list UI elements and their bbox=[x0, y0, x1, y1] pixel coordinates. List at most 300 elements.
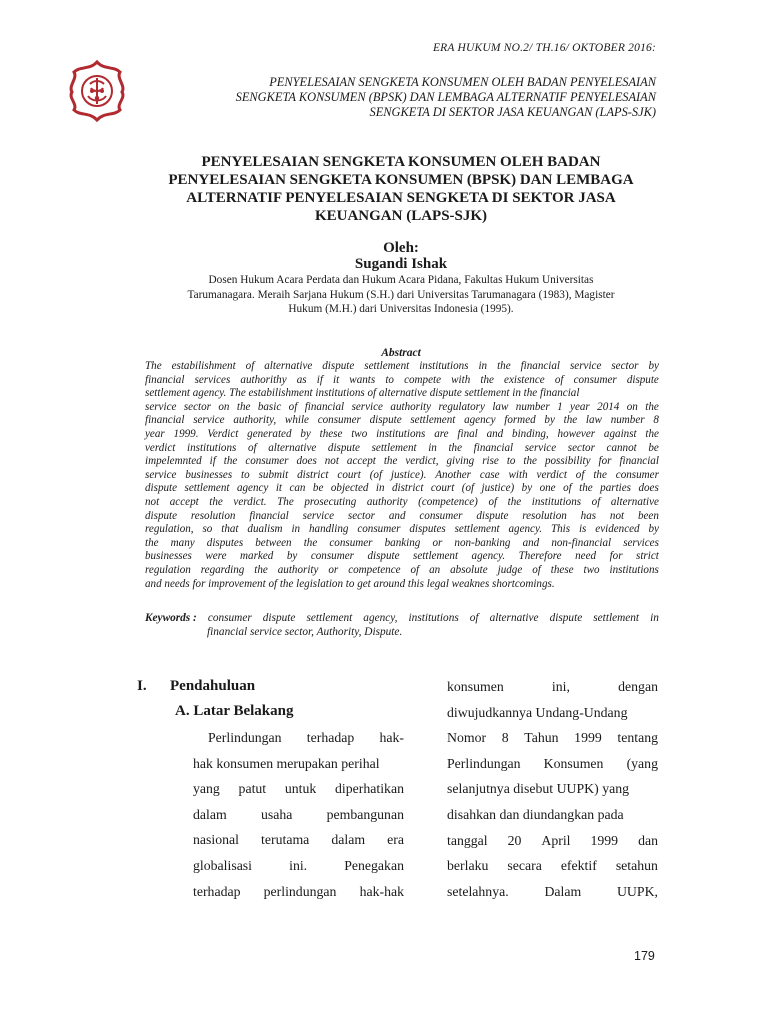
word: that bbox=[221, 523, 239, 536]
word: in bbox=[650, 612, 659, 624]
word: Nomor bbox=[447, 730, 487, 746]
word: regarding bbox=[200, 563, 245, 576]
word: financial bbox=[304, 400, 345, 413]
word: the bbox=[303, 536, 318, 549]
word: as bbox=[296, 373, 307, 386]
word: institutions bbox=[187, 441, 237, 454]
word: final bbox=[457, 427, 478, 440]
word: (competence) bbox=[418, 495, 478, 508]
word: agency. bbox=[508, 523, 543, 536]
word: against bbox=[603, 427, 637, 440]
body-text-line bbox=[447, 776, 658, 802]
word: untuk bbox=[284, 781, 317, 797]
word: the bbox=[593, 468, 607, 481]
abstract-line bbox=[145, 401, 659, 415]
subsection-title: A. Latar Belakang bbox=[175, 703, 294, 719]
word: case bbox=[479, 468, 500, 481]
word: dispute bbox=[145, 482, 178, 495]
word: is bbox=[578, 523, 587, 536]
word: patut bbox=[238, 781, 267, 797]
word: can bbox=[289, 482, 306, 495]
word: diwujudkannya Undang-Undang bbox=[447, 704, 628, 720]
university-seal-icon bbox=[64, 58, 130, 124]
word: non-financial bbox=[551, 536, 612, 549]
word: it bbox=[275, 482, 282, 495]
abstract-line bbox=[145, 374, 659, 388]
word: dispute bbox=[327, 441, 360, 454]
word: the bbox=[523, 455, 537, 468]
word: of bbox=[247, 441, 257, 454]
word: financial bbox=[619, 455, 659, 468]
author-name: Sugandi Ishak bbox=[354, 256, 448, 272]
body-text-line bbox=[193, 725, 404, 751]
paper-title bbox=[145, 153, 657, 225]
word: for bbox=[598, 455, 612, 468]
word: the bbox=[563, 414, 578, 427]
body-text-line bbox=[447, 802, 658, 828]
word: dispute bbox=[369, 414, 402, 427]
word: by bbox=[521, 482, 533, 495]
word: of bbox=[575, 468, 585, 481]
by-label: Oleh: bbox=[383, 240, 419, 256]
word: institutions bbox=[408, 612, 459, 624]
word: diperhatikan bbox=[335, 781, 404, 797]
word: 8 bbox=[653, 414, 659, 427]
word: many bbox=[170, 536, 195, 549]
word: terhadap bbox=[193, 883, 241, 899]
body-text-line bbox=[193, 827, 404, 853]
word: service bbox=[302, 509, 335, 522]
abstract-line bbox=[145, 496, 659, 510]
word: This bbox=[550, 523, 571, 536]
word: terutama bbox=[261, 832, 310, 848]
word: the bbox=[579, 482, 593, 495]
word: consumer bbox=[357, 523, 401, 536]
word: settlement bbox=[364, 360, 410, 372]
word: with bbox=[508, 468, 528, 481]
body-text-line bbox=[447, 700, 658, 726]
word: dispute bbox=[626, 373, 659, 386]
word: dispute bbox=[322, 360, 355, 372]
word: the bbox=[645, 400, 659, 413]
word: dalam bbox=[193, 806, 227, 822]
word: era bbox=[387, 832, 404, 848]
word: were bbox=[205, 550, 227, 563]
word: Another bbox=[435, 468, 471, 481]
abstract-line bbox=[145, 469, 659, 483]
word: by bbox=[648, 360, 659, 372]
word: dengan bbox=[618, 679, 658, 694]
word: service bbox=[569, 360, 602, 372]
word: dispute bbox=[145, 509, 178, 522]
word: in bbox=[291, 523, 301, 536]
word: consumer bbox=[329, 536, 373, 549]
word: (of bbox=[461, 482, 475, 495]
word: rise bbox=[482, 455, 499, 468]
word: between bbox=[255, 536, 292, 549]
word: the bbox=[480, 373, 494, 386]
word: parties bbox=[600, 482, 631, 495]
word: alternative bbox=[268, 441, 317, 454]
word: Konsumen bbox=[543, 755, 604, 771]
word: April bbox=[541, 832, 571, 848]
word: service bbox=[145, 400, 177, 413]
word: settlement bbox=[410, 414, 456, 427]
affiliation-line: Hukum (M.H.) dari Universitas Indonesia (1995). bbox=[288, 303, 514, 315]
word: settlement bbox=[413, 550, 459, 563]
word: consumer bbox=[245, 455, 289, 468]
word: pembangunan bbox=[326, 806, 404, 822]
word: ini, bbox=[551, 679, 570, 694]
word: accept bbox=[169, 495, 199, 508]
word: Penegakan bbox=[344, 857, 404, 873]
word: resolution bbox=[522, 509, 567, 522]
abstract-line bbox=[145, 578, 659, 592]
word: for bbox=[609, 550, 623, 563]
word: authorithy bbox=[240, 373, 287, 386]
word: agency bbox=[464, 414, 496, 427]
word: authority bbox=[390, 400, 432, 413]
word: the bbox=[497, 360, 511, 372]
word: cannot bbox=[606, 441, 637, 454]
word: yang bbox=[193, 781, 220, 797]
word: 1999 bbox=[590, 832, 619, 848]
word: year bbox=[570, 400, 590, 413]
word: setelahnya. bbox=[447, 883, 509, 899]
word: secara bbox=[507, 858, 542, 874]
word: to bbox=[506, 455, 516, 468]
word: formed bbox=[504, 414, 536, 427]
word: with bbox=[451, 373, 471, 386]
word: financial bbox=[145, 373, 185, 386]
word: nasional bbox=[193, 832, 239, 848]
running-header bbox=[136, 75, 656, 120]
body-text-line bbox=[447, 751, 658, 777]
body-text-line bbox=[193, 751, 404, 777]
page-number: 179 bbox=[634, 949, 655, 963]
word: in bbox=[375, 482, 385, 495]
word: 8 bbox=[501, 730, 509, 746]
abstract-line bbox=[145, 360, 659, 374]
running-header-line: SENGKETA KONSUMEN (BPSK) DAN LEMBAGA ALTERNATIF PENYELESAIAN bbox=[235, 90, 656, 104]
word: financial bbox=[249, 509, 289, 522]
word: so bbox=[202, 523, 213, 536]
abstract-line bbox=[145, 442, 659, 456]
word: if bbox=[209, 455, 216, 468]
word: agency, bbox=[363, 612, 398, 624]
word: institutions bbox=[376, 427, 426, 440]
word: Dalam bbox=[544, 883, 582, 899]
word: district bbox=[391, 482, 424, 495]
word: an bbox=[429, 563, 441, 576]
running-header-line: SENGKETA DI SEKTOR JASA KEUANGAN (LAPS-SJK) bbox=[369, 105, 656, 119]
body-text-line bbox=[447, 879, 658, 905]
word: regulatory bbox=[438, 400, 485, 413]
word: hak- bbox=[379, 730, 404, 745]
word: by bbox=[648, 523, 659, 536]
word: one bbox=[539, 482, 556, 495]
word: globalisasi bbox=[193, 857, 253, 873]
word: while bbox=[284, 414, 309, 427]
word: absolute bbox=[450, 563, 488, 576]
word: financial bbox=[520, 360, 561, 372]
word: objected bbox=[330, 482, 369, 495]
word: however bbox=[557, 427, 596, 440]
word: competence bbox=[348, 563, 401, 576]
body-text-line bbox=[447, 725, 658, 751]
word: The bbox=[277, 495, 294, 508]
word: possibility bbox=[544, 455, 591, 468]
word: dalam bbox=[331, 832, 366, 848]
body-text-line bbox=[193, 776, 404, 802]
word: be bbox=[648, 441, 659, 454]
word: consumer bbox=[207, 612, 252, 624]
title-line: PENYELESAIAN SENGKETA KONSUMEN (BPSK) DAN LEMBAGA bbox=[168, 172, 634, 188]
keywords-label: Keywords : bbox=[145, 612, 197, 624]
word: compete bbox=[404, 373, 442, 386]
word: consumer bbox=[615, 468, 659, 481]
word: existence bbox=[504, 373, 545, 386]
word: estabilishment bbox=[171, 360, 236, 372]
word: 20 bbox=[507, 832, 522, 848]
body-text-line bbox=[193, 879, 404, 905]
word: accept bbox=[346, 455, 376, 468]
word: does bbox=[296, 455, 317, 468]
word: and bbox=[522, 536, 540, 549]
word: Therefore bbox=[518, 550, 562, 563]
word: tentang bbox=[617, 730, 658, 746]
word: number bbox=[610, 414, 645, 427]
abstract-line bbox=[145, 523, 659, 537]
running-header-line: PENYELESAIAN SENGKETA KONSUMEN OLEH BADAN PENYELESAIAN bbox=[269, 75, 656, 89]
affiliation-line: Dosen Hukum Acara Perdata dan Hukum Acara Pidana, Fakultas Hukum Universitas bbox=[208, 274, 594, 286]
word: settlement bbox=[184, 482, 230, 495]
word: dan bbox=[638, 832, 658, 848]
word: or bbox=[328, 563, 339, 576]
word: in bbox=[428, 441, 437, 454]
word: ini. bbox=[289, 857, 308, 873]
word: dispute bbox=[476, 509, 509, 522]
title-line: KEUANGAN (LAPS-SJK) bbox=[314, 208, 488, 224]
word: these bbox=[319, 427, 343, 440]
word: selanjutnya disebut UUPK) yang bbox=[447, 781, 630, 797]
word: to bbox=[385, 373, 394, 386]
word: court bbox=[430, 482, 455, 495]
word: terhadap bbox=[306, 730, 355, 745]
word: the bbox=[145, 536, 159, 549]
word: disputes bbox=[206, 536, 244, 549]
section-title: Pendahuluan bbox=[170, 678, 256, 694]
word: consumer bbox=[573, 373, 617, 386]
body-text-line bbox=[447, 853, 658, 879]
word: 1999 bbox=[574, 730, 602, 746]
abstract-heading: Abstract bbox=[381, 347, 421, 359]
word: of bbox=[469, 612, 479, 624]
word: verdict bbox=[536, 468, 567, 481]
word: strict bbox=[636, 550, 659, 563]
word: authority, bbox=[233, 414, 277, 427]
word: the bbox=[383, 455, 398, 468]
author-affiliation bbox=[145, 273, 657, 317]
word: the bbox=[448, 441, 463, 454]
word: and bbox=[486, 427, 504, 440]
word: agency bbox=[236, 482, 269, 495]
keywords-line: financial service sector, Authority, Dispute. bbox=[207, 626, 403, 638]
word: disahkan dan diundangkan pada bbox=[447, 806, 624, 822]
word: has bbox=[580, 509, 597, 522]
word: been bbox=[637, 509, 659, 522]
word: sector bbox=[347, 509, 376, 522]
word: the bbox=[209, 495, 223, 508]
word: businesses bbox=[145, 550, 192, 563]
word: not bbox=[609, 509, 625, 522]
word: service bbox=[351, 400, 383, 413]
word: institutions bbox=[531, 495, 582, 508]
abstract-line bbox=[145, 537, 659, 551]
word: settlement bbox=[454, 523, 500, 536]
word: perlindungan bbox=[263, 883, 337, 899]
word: impelemnted bbox=[145, 455, 202, 468]
word: two bbox=[583, 563, 600, 576]
keywords-line bbox=[145, 611, 659, 625]
body-text-line bbox=[447, 828, 658, 854]
word: year bbox=[145, 427, 165, 440]
word: dispute bbox=[367, 550, 400, 563]
word: of bbox=[245, 360, 255, 372]
word: of bbox=[563, 482, 572, 495]
word: institutions bbox=[419, 360, 469, 372]
word: financial bbox=[473, 441, 514, 454]
word: of bbox=[591, 495, 601, 508]
word: of bbox=[488, 495, 498, 508]
word: service bbox=[193, 414, 225, 427]
word: dualism bbox=[247, 523, 283, 536]
body-text-line bbox=[193, 853, 404, 879]
word: the bbox=[645, 427, 659, 440]
word: on bbox=[626, 400, 638, 413]
word: businesses bbox=[185, 468, 233, 481]
word: banking bbox=[384, 536, 421, 549]
word: on bbox=[218, 400, 230, 413]
word: marked bbox=[240, 550, 274, 563]
word: settlement bbox=[593, 612, 640, 624]
word: and bbox=[388, 509, 406, 522]
word: authority bbox=[366, 495, 408, 508]
word: consumer bbox=[310, 550, 354, 563]
word: to bbox=[241, 468, 250, 481]
word: the bbox=[507, 495, 522, 508]
word: the bbox=[254, 563, 268, 576]
word: settlement bbox=[371, 441, 417, 454]
word: alternative bbox=[264, 360, 313, 372]
word: efektif bbox=[560, 858, 597, 874]
word: (of bbox=[369, 468, 383, 481]
word: services bbox=[194, 373, 231, 386]
word: Verdict bbox=[207, 427, 239, 440]
word: of bbox=[532, 563, 541, 576]
word: of bbox=[554, 373, 564, 386]
word: if bbox=[316, 373, 323, 386]
word: sector bbox=[183, 400, 211, 413]
word: or bbox=[432, 536, 443, 549]
word: regulation, bbox=[145, 523, 194, 536]
word: two bbox=[351, 427, 368, 440]
word: be bbox=[312, 482, 324, 495]
word: settlement bbox=[306, 612, 353, 624]
word: verdict, bbox=[405, 455, 439, 468]
abstract-line bbox=[145, 387, 659, 401]
word: hak konsumen merupakan perihal bbox=[193, 755, 380, 771]
word: generated bbox=[247, 427, 292, 440]
word: service bbox=[145, 468, 177, 481]
word: Perlindungan bbox=[447, 755, 521, 771]
word: alternative bbox=[610, 495, 659, 508]
word: in bbox=[478, 360, 488, 372]
abstract-line bbox=[145, 564, 659, 578]
word: need bbox=[575, 550, 597, 563]
word: the bbox=[236, 400, 251, 413]
word: usaha bbox=[260, 806, 293, 822]
word: (yang bbox=[626, 755, 658, 771]
body-column-right bbox=[447, 674, 658, 904]
word: regulation bbox=[145, 563, 191, 576]
word: of bbox=[410, 563, 420, 576]
word: resolution bbox=[190, 509, 236, 522]
word: law bbox=[585, 414, 602, 427]
word: hak-hak bbox=[359, 883, 404, 899]
word: binding, bbox=[512, 427, 549, 440]
word: by bbox=[544, 414, 555, 427]
word: judge bbox=[497, 563, 523, 576]
word: 1 bbox=[557, 400, 563, 413]
section-number: I. bbox=[137, 678, 147, 694]
word: of bbox=[288, 400, 298, 413]
word: settlement agency. The estabilishment institutions of alternative dispute settlement in the financial bbox=[145, 387, 580, 400]
body-column-left bbox=[193, 725, 404, 904]
word: agency. bbox=[471, 550, 506, 563]
word: submit bbox=[258, 468, 289, 481]
word: services bbox=[623, 536, 659, 549]
abstract-line bbox=[145, 414, 659, 428]
word: are bbox=[434, 427, 449, 440]
word: The bbox=[145, 360, 162, 372]
word: dispute bbox=[262, 612, 296, 624]
word: court bbox=[337, 468, 361, 481]
word: and needs for improvement of the legislation to get around this legal weaknes shortcomings. bbox=[145, 577, 555, 590]
word: tanggal bbox=[447, 832, 488, 848]
word: does bbox=[638, 482, 659, 495]
word: alternative bbox=[489, 612, 539, 624]
word: handling bbox=[308, 523, 349, 536]
word: Tahun bbox=[524, 730, 559, 746]
word: number bbox=[515, 400, 550, 413]
word: justice) bbox=[481, 482, 515, 495]
word: non-banking bbox=[454, 536, 511, 549]
abstract-line bbox=[145, 455, 659, 469]
word: institutions bbox=[609, 563, 659, 576]
word: authority bbox=[277, 563, 319, 576]
word: basic bbox=[257, 400, 282, 413]
abstract-body bbox=[145, 360, 659, 591]
word: the bbox=[223, 455, 238, 468]
word: justice). bbox=[390, 468, 427, 481]
word: verdict bbox=[145, 441, 176, 454]
word: by bbox=[286, 550, 298, 563]
title-line: PENYELESAIAN SENGKETA KONSUMEN OLEH BADAN bbox=[201, 154, 601, 170]
word: 2014 bbox=[597, 400, 620, 413]
word: berlaku bbox=[447, 858, 489, 874]
word: district bbox=[297, 468, 329, 481]
